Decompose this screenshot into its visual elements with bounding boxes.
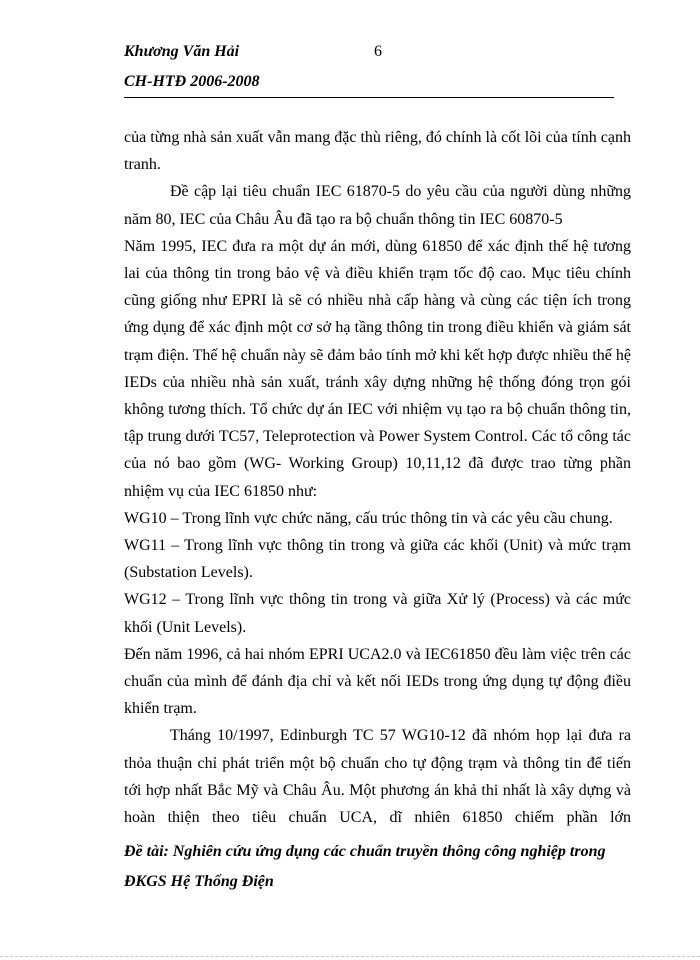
- paragraph-wg12: WG12 – Trong lĩnh vực thông tin trong và giữa Xử lý (Process) và các mức khối (Unit Levels).: [124, 591, 631, 636]
- footer-topic-line-1: Đề tài: Nghiên cứu ứng dụng các chuẩn truyền thông công nghiệp trong: [124, 843, 606, 860]
- page-header: [124, 40, 614, 94]
- author-name: Khương Văn Hải: [124, 43, 240, 60]
- footer-topic-line-2: ĐKGS Hệ Thống Điện: [124, 873, 274, 890]
- program-code: CH-HTĐ 2006-2008: [124, 73, 260, 90]
- page-footer: [124, 837, 634, 897]
- paragraph-1: của từng nhà sản xuất vẫn mang đặc thù riêng, đó chính là cốt lõi của tính cạnh tranh.: [124, 129, 631, 174]
- page-bottom-edge: [0, 956, 700, 957]
- page-number: 6: [374, 43, 382, 60]
- document-body: [124, 124, 631, 831]
- paragraph-3: Năm 1995, IEC đưa ra một dự án mới, dùng 61850 để xác định thế hệ tương lai của thông tin trong bảo vệ và điều khiển trạm tốc độ cao. Mục tiêu chính cũng giống như EPRI là sẽ có nhiều nhà cấp hàng và cùng các tiện ích trong ứng dụng để xác định một cơ sở hạ tầng thông tin trong điều khiển và giám sát trạm điện. Thế hệ chuẩn này sẽ đảm bảo tính mở khi kết hợp được nhiều thế hệ IEDs của nhiều nhà sản xuất, tránh xây dựng những hệ thống đóng trọn gói không tương thích. Tổ chức dự án IEC với nhiệm vụ tạo ra bộ chuẩn thông tin, tập trung dưới TC57, Teleprotection và Power System Control. Các tổ công tác của nó bao gồm (WG- Working Group) 10,11,12 đã được trao từng phần nhiệm vụ của IEC 61850 như:: [124, 237, 631, 500]
- header-divider: [124, 97, 614, 98]
- paragraph-wg10: WG10 – Trong lĩnh vực chức năng, cấu trúc thông tin và các yêu cầu chung.: [124, 509, 613, 527]
- paragraph-wg11: WG11 – Trong lĩnh vực thông tin trong và giữa các khối (Unit) và mức trạm (Substation Levels).: [124, 537, 631, 582]
- paragraph-1996: Đến năm 1996, cả hai nhóm EPRI UCA2.0 và IEC61850 đều làm việc trên các chuẩn của mình để đánh địa chỉ và kết nối IEDs trong ứng dụng tự động điều khiển trạm.: [124, 645, 631, 718]
- paragraph-2: Đề cập lại tiêu chuẩn IEC 61870-5 do yêu cầu của người dùng những năm 80, IEC của Châu Âu đã tạo ra bộ chuẩn thông tin IEC 60870-5: [124, 183, 631, 228]
- paragraph-1997: Tháng 10/1997, Edinburgh TC 57 WG10-12 đã nhóm họp lại đưa ra thỏa thuận chỉ phát triển một bộ chuẩn cho tự động trạm và thông tin để tiến tới hợp nhất Bắc Mỹ và Châu Âu. Một phương án khả thi nhất là xây dựng và hoàn thiện theo tiêu chuẩn UCA, dĩ nhiên 61850 chiếm phần lớn: [124, 727, 631, 827]
